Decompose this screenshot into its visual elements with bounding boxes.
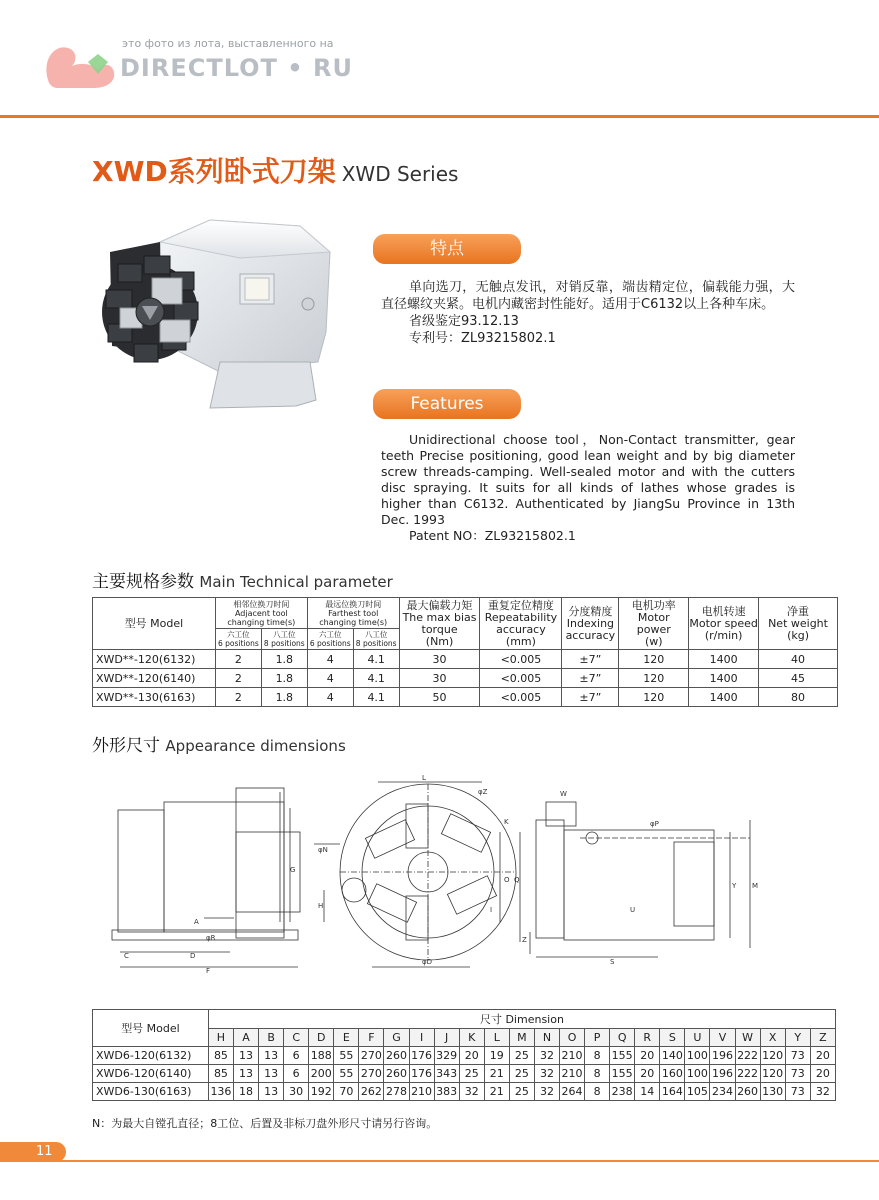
dim-value-cell: 200 [309, 1065, 334, 1083]
adj-six-header [215, 629, 261, 650]
dim-column-header: L [484, 1028, 509, 1047]
dim-value-cell: 32 [810, 1083, 835, 1101]
repeat-header [480, 598, 562, 650]
dim-value-cell: 14 [635, 1083, 660, 1101]
dim-value-cell: 25 [459, 1065, 484, 1083]
dim-value-cell: 20 [459, 1047, 484, 1065]
dim-value-cell: 8 [585, 1065, 610, 1083]
label-A: A [194, 918, 199, 926]
dim-value-cell: 100 [685, 1065, 710, 1083]
label-Y: Y [732, 882, 737, 890]
label-M: M [752, 882, 759, 890]
dim-value-cell: 192 [309, 1083, 334, 1101]
speed-en1: Motor speed [689, 616, 758, 630]
dim-column-header: H [208, 1028, 233, 1047]
label-H: H [318, 902, 324, 910]
label-Q: Q [514, 876, 520, 884]
repeat-en2: accuracy [496, 622, 546, 636]
far-six-en: 6 positions [309, 639, 351, 648]
dim-value-cell: 13 [233, 1065, 258, 1083]
dim-value-cell: 25 [509, 1065, 534, 1083]
dim-value-cell: 329 [434, 1047, 459, 1065]
tech-value-cell: 2 [215, 669, 261, 688]
dim-column-header: C [284, 1028, 309, 1047]
footnote: N：为最大自镗孔直径；8工位、后置及非标刀盘外形尺寸请另行咨询。 [92, 1117, 438, 1130]
features-cn-heading: 特点 [373, 234, 521, 264]
tech-value-cell: 40 [759, 650, 838, 669]
dim-value-cell: 130 [760, 1083, 785, 1101]
dim-value-cell: 140 [660, 1047, 685, 1065]
features-en-patent: Patent NO：ZL93215802.1 [409, 528, 576, 543]
dim-column-header: Y [785, 1028, 810, 1047]
dim-value-cell: 20 [635, 1065, 660, 1083]
dim-column-header: F [359, 1028, 384, 1047]
torque-header [399, 598, 480, 650]
weight-cn: 净重 [787, 604, 810, 618]
tech-table [92, 597, 838, 707]
farthest-header [307, 598, 399, 629]
dim-column-header: Q [610, 1028, 635, 1047]
dim-column-header: N [534, 1028, 559, 1047]
farthest-cn: 最远位换刀时间 [325, 599, 382, 609]
dim-value-cell: 343 [434, 1065, 459, 1083]
dim-value-cell: 188 [309, 1047, 334, 1065]
features-cn-patent: 专利号：ZL93215802.1 [409, 331, 556, 346]
dim-table [92, 1009, 836, 1101]
features-cn-appraisal: 省级鉴定93.12.13 [409, 314, 519, 329]
features-en-desc: Unidirectional choose tool，Non-Contact transmitter, gear teeth Precise positioning, good lean weight and by big diameter screw threads-camping. Well-sealed motor and with the cutters disc spraying. It suits for all kinds of lathes whose grades is higher than C6132. Authenticated by JiangSu Province in 13th Dec. 1993 [381, 432, 795, 527]
top-divider [0, 115, 879, 118]
tech-value-cell: 4.1 [353, 650, 399, 669]
adjacent-header [215, 598, 307, 629]
dim-value-cell: 32 [459, 1083, 484, 1101]
dim-table-row [93, 1083, 836, 1101]
bottom-divider [0, 1160, 879, 1162]
tech-value-cell: 2 [215, 650, 261, 669]
speed-cn: 电机转速 [701, 604, 746, 618]
tech-model-cell: XWD**-120(6140) [93, 669, 216, 688]
tech-value-cell: ±7” [562, 669, 619, 688]
label-D: D [190, 952, 196, 960]
dim-value-cell: 270 [359, 1065, 384, 1083]
tech-value-cell: 45 [759, 669, 838, 688]
dim-value-cell: 13 [259, 1083, 284, 1101]
tech-value-cell: 1400 [689, 688, 759, 707]
dim-column-header: V [710, 1028, 735, 1047]
dim-section-title [92, 731, 346, 756]
tech-table-body [93, 650, 838, 707]
tech-value-cell: 1.8 [261, 650, 307, 669]
label-Z: Z [522, 936, 527, 944]
tech-value-cell: 120 [619, 650, 689, 669]
adj-eight-en: 8 positions [263, 639, 305, 648]
dim-value-cell: 30 [284, 1083, 309, 1101]
dim-column-header: G [384, 1028, 409, 1047]
weight-en1: Net weight [768, 616, 828, 630]
tech-value-cell: 120 [619, 669, 689, 688]
dim-value-cell: 120 [760, 1065, 785, 1083]
index-cn: 分度精度 [568, 604, 613, 618]
label-O: O [504, 876, 510, 884]
dim-column-header: O [560, 1028, 585, 1047]
tech-value-cell: <0.005 [480, 688, 562, 707]
dim-column-header: D [309, 1028, 334, 1047]
far-eight-header [353, 629, 399, 650]
dim-value-cell: 6 [284, 1065, 309, 1083]
dim-value-cell: 20 [810, 1065, 835, 1083]
tech-value-cell: 2 [215, 688, 261, 707]
features-en-heading: Features [373, 389, 521, 419]
tech-table-row [93, 650, 838, 669]
dim-column-header: W [735, 1028, 760, 1047]
tech-value-cell: 30 [399, 669, 480, 688]
tech-value-cell: 1.8 [261, 688, 307, 707]
repeat-en1: Repeatability [484, 610, 558, 624]
dim-value-cell: 260 [384, 1047, 409, 1065]
farthest-en2: changing time(s) [319, 617, 388, 627]
tech-value-cell: ±7” [562, 650, 619, 669]
tech-table-row [93, 688, 838, 707]
adj-eight-cn: 八工位 [273, 630, 296, 639]
dim-value-cell: 32 [534, 1065, 559, 1083]
dim-value-cell: 260 [735, 1083, 760, 1101]
label-phiP: φP [650, 820, 659, 828]
power-header [619, 598, 689, 650]
dim-column-header: K [459, 1028, 484, 1047]
index-en1: Indexing [566, 616, 615, 630]
label-S: S [610, 958, 615, 966]
side-view-drawing [112, 788, 300, 975]
adj-six-cn: 六工位 [227, 630, 250, 639]
dim-value-cell: 6 [284, 1047, 309, 1065]
dim-value-cell: 160 [660, 1065, 685, 1083]
dim-value-cell: 196 [710, 1065, 735, 1083]
far-eight-en: 8 positions [355, 639, 397, 648]
tech-table-row [93, 669, 838, 688]
dim-value-cell: 260 [384, 1065, 409, 1083]
dim-table-row [93, 1065, 836, 1083]
watermark-caption: это фото из лота, выставленного на [122, 37, 334, 50]
tech-value-cell: ±7” [562, 688, 619, 707]
dim-value-cell: 73 [785, 1065, 810, 1083]
dim-value-cell: 32 [534, 1083, 559, 1101]
dim-value-cell: 222 [735, 1065, 760, 1083]
dim-value-cell: 234 [710, 1083, 735, 1101]
label-I: I [490, 906, 493, 914]
page-number: 11 [36, 1144, 53, 1159]
page-title-en: XWD Series [341, 162, 459, 186]
dim-model-header: 型号 Model [93, 1010, 209, 1047]
dim-column-header: A [233, 1028, 258, 1047]
tech-value-cell: <0.005 [480, 669, 562, 688]
dimension-drawings [110, 772, 810, 982]
dim-column-header: B [259, 1028, 284, 1047]
dim-column-header: J [434, 1028, 459, 1047]
tech-value-cell: 4 [307, 669, 353, 688]
dim-value-cell: 13 [259, 1047, 284, 1065]
dim-value-cell: 196 [710, 1047, 735, 1065]
adjacent-cn: 相邻位换刀时间 [233, 599, 290, 609]
dim-column-header: X [760, 1028, 785, 1047]
dim-table-body [93, 1047, 836, 1101]
dim-value-cell: 278 [384, 1083, 409, 1101]
dim-column-header: E [334, 1028, 359, 1047]
dim-value-cell: 32 [534, 1047, 559, 1065]
dim-value-cell: 8 [585, 1047, 610, 1065]
dim-value-cell: 55 [334, 1065, 359, 1083]
dim-value-cell: 20 [810, 1047, 835, 1065]
farthest-en1: Farthest tool [328, 608, 379, 618]
tech-value-cell: 4.1 [353, 669, 399, 688]
tech-model-cell: XWD**-130(6163) [93, 688, 216, 707]
tech-value-cell: 1400 [689, 650, 759, 669]
label-L: L [422, 774, 426, 782]
power-en1: Motor power [636, 610, 671, 636]
adjacent-en2: changing time(s) [227, 617, 296, 627]
label-phiR: φR [206, 934, 216, 942]
torque-en1: The max bias [402, 610, 477, 624]
label-W: W [560, 790, 567, 798]
dim-value-cell: 120 [760, 1047, 785, 1065]
dim-value-cell: 155 [610, 1047, 635, 1065]
label-phiD: φD [422, 958, 433, 966]
features-cn-desc: 单向选刀，无触点发讯，对销反靠，端齿精定位，偏载能力强，大直径螺纹夹紧。电机内藏密封性能好。适用于C6132以上各种车床。 [381, 280, 795, 312]
dim-value-cell: 238 [610, 1083, 635, 1101]
adj-eight-header [261, 629, 307, 650]
speed-header [689, 598, 759, 650]
dim-value-cell: 8 [585, 1083, 610, 1101]
tech-section-title [92, 567, 393, 592]
weight-unit: (kg) [787, 628, 809, 642]
label-K: K [504, 818, 509, 826]
dim-column-header: R [635, 1028, 660, 1047]
torque-unit: (Nm) [425, 634, 454, 648]
speed-unit: (r/min) [704, 628, 743, 642]
dim-value-cell: 13 [259, 1065, 284, 1083]
top-view-drawing [514, 790, 758, 966]
dim-column-header: M [509, 1028, 534, 1047]
tech-value-cell: 4 [307, 688, 353, 707]
dim-value-cell: 18 [233, 1083, 258, 1101]
product-photo [100, 212, 340, 444]
tech-model-header: 型号 Model [93, 598, 216, 650]
far-six-header [307, 629, 353, 650]
torque-en2: torque [421, 622, 458, 636]
dim-column-header: P [585, 1028, 610, 1047]
dim-value-cell: 222 [735, 1047, 760, 1065]
dim-value-cell: 262 [359, 1083, 384, 1101]
dim-value-cell: 210 [560, 1047, 585, 1065]
dim-value-cell: 210 [409, 1083, 434, 1101]
dim-value-cell: 25 [509, 1047, 534, 1065]
dim-model-cell: XWD6-130(6163) [93, 1083, 209, 1101]
front-view-drawing [314, 774, 516, 967]
torque-cn: 最大偏载力矩 [406, 598, 473, 612]
dim-value-cell: 176 [409, 1065, 434, 1083]
dim-column-header: U [685, 1028, 710, 1047]
index-header [562, 598, 619, 650]
dim-value-cell: 105 [685, 1083, 710, 1101]
dim-value-cell: 85 [208, 1047, 233, 1065]
dim-value-cell: 73 [785, 1083, 810, 1101]
dim-value-cell: 264 [560, 1083, 585, 1101]
dim-group-header: 尺寸 Dimension [208, 1010, 835, 1029]
label-phiZ: φZ [478, 788, 488, 796]
tech-value-cell: 1.8 [261, 669, 307, 688]
tech-value-cell: 80 [759, 688, 838, 707]
far-six-cn: 六工位 [319, 630, 342, 639]
dim-value-cell: 176 [409, 1047, 434, 1065]
tech-value-cell: 4 [307, 650, 353, 669]
dim-value-cell: 210 [560, 1065, 585, 1083]
label-phiN: φN [318, 846, 328, 854]
tech-value-cell: 120 [619, 688, 689, 707]
dim-value-cell: 164 [660, 1083, 685, 1101]
features-en-text [381, 432, 795, 544]
weight-header [759, 598, 838, 650]
dim-value-cell: 13 [233, 1047, 258, 1065]
dim-model-cell: XWD6-120(6132) [93, 1047, 209, 1065]
dim-section-en: Appearance dimensions [165, 737, 346, 755]
index-en2: accuracy [565, 628, 616, 642]
dim-model-cell: XWD6-120(6140) [93, 1065, 209, 1083]
label-F: F [206, 967, 211, 975]
power-cn: 电机功率 [631, 598, 676, 612]
power-unit: (w) [645, 634, 663, 648]
dim-column-header: I [409, 1028, 434, 1047]
far-eight-cn: 八工位 [364, 630, 388, 639]
dim-column-header: S [660, 1028, 685, 1047]
tech-value-cell: 4.1 [353, 688, 399, 707]
tech-section-en: Main Technical parameter [199, 573, 393, 591]
repeat-unit: (mm) [505, 634, 536, 648]
page-title [92, 150, 458, 190]
squirrel-logo-icon [42, 40, 120, 92]
dim-section-cn: 外形尺寸 [92, 736, 160, 756]
tech-value-cell: <0.005 [480, 650, 562, 669]
page-title-cn: XWD系列卧式刀架 [92, 155, 336, 188]
label-G: G [290, 866, 296, 874]
dim-value-cell: 55 [334, 1047, 359, 1065]
dim-value-cell: 21 [484, 1083, 509, 1101]
tech-value-cell: 50 [399, 688, 480, 707]
tech-section-cn: 主要规格参数 [92, 572, 194, 592]
dim-value-cell: 100 [685, 1047, 710, 1065]
dim-value-cell: 270 [359, 1047, 384, 1065]
tech-value-cell: 30 [399, 650, 480, 669]
tech-value-cell: 1400 [689, 669, 759, 688]
dim-value-cell: 25 [509, 1083, 534, 1101]
dim-value-cell: 20 [635, 1047, 660, 1065]
dim-value-cell: 73 [785, 1047, 810, 1065]
dim-value-cell: 70 [334, 1083, 359, 1101]
adjacent-en1: Adjacent tool [234, 608, 288, 618]
dim-value-cell: 85 [208, 1065, 233, 1083]
dim-value-cell: 136 [208, 1083, 233, 1101]
page-number-tab [0, 1142, 66, 1162]
tech-model-cell: XWD**-120(6132) [93, 650, 216, 669]
dim-column-header: Z [810, 1028, 835, 1047]
dim-value-cell: 19 [484, 1047, 509, 1065]
dim-value-cell: 21 [484, 1065, 509, 1083]
dim-value-cell: 383 [434, 1083, 459, 1101]
repeat-cn: 重复定位精度 [487, 598, 554, 612]
watermark-brand: DIRECTLOT • RU [120, 54, 353, 82]
label-U: U [630, 906, 636, 914]
dim-table-row [93, 1047, 836, 1065]
dim-value-cell: 155 [610, 1065, 635, 1083]
features-cn-text [381, 279, 795, 347]
label-C: C [124, 952, 129, 960]
adj-six-en: 6 positions [217, 639, 259, 648]
